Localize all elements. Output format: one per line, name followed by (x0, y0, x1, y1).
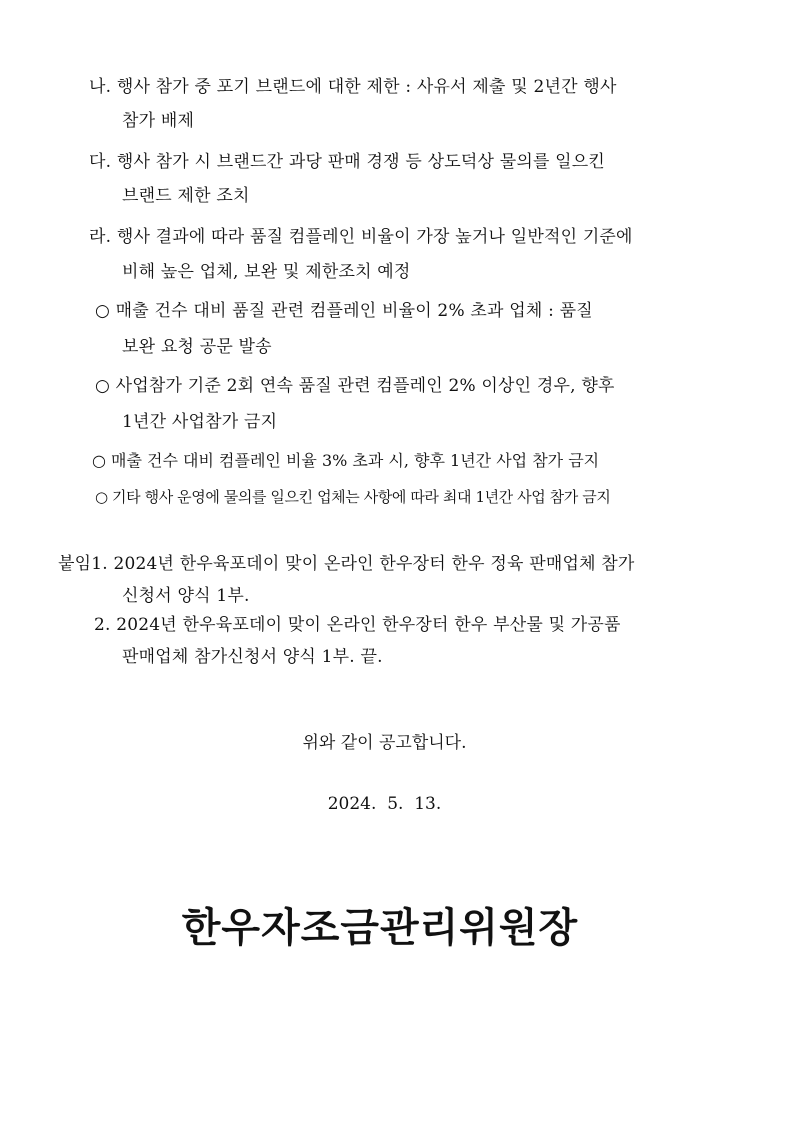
bullet-item-line1: ○ 매출 건수 대비 품질 관련 컴플레인 비율이 2% 초과 업체 : 품질 (95, 301, 593, 321)
bullet-item-line2: 1년간 사업참가 금지 (122, 412, 278, 432)
restriction-item-ra-line2: 비해 높은 업체, 보완 및 제한조치 예정 (122, 262, 411, 282)
announcement-text: 위와 같이 공고합니다. (302, 733, 467, 753)
bullet-item-line1: ○ 사업참가 기준 2회 연속 품질 관련 컴플레인 2% 이상인 경우, 향후 (95, 376, 615, 396)
restriction-item-da-line2: 브랜드 제한 조치 (122, 186, 250, 206)
attachment-item-1-line2: 신청서 양식 1부. (122, 586, 250, 606)
issuer-signature-title: 한우자조금관리위원장 (181, 905, 579, 951)
restriction-item-ra-line1: 라. 행사 결과에 따라 품질 컴플레인 비율이 가장 높거나 일반적인 기준에 (89, 227, 633, 247)
restriction-item-da-line1: 다. 행사 참가 시 브랜드간 과당 판매 경쟁 등 상도덕상 물의를 일으킨 (89, 152, 606, 172)
bullet-item: ○ 매출 건수 대비 컴플레인 비율 3% 초과 시, 향후 1년간 사업 참가 금지 (92, 451, 600, 470)
restriction-item-na-line1: 나. 행사 참가 중 포기 브랜드에 대한 제한 : 사유서 제출 및 2년간 행사 (89, 77, 617, 97)
attachment-item-1-line1: 붙임1. 2024년 한우육포데이 맞이 온라인 한우장터 한우 정육 판매업체 참가 (58, 554, 635, 574)
restriction-item-na-line2: 참가 배제 (122, 111, 195, 131)
bullet-item-line2: 보완 요청 공문 발송 (122, 337, 272, 357)
announcement-date: 2024. 5. 13. (327, 794, 442, 814)
attachment-item-2-line2: 판매업체 참가신청서 양식 1부. 끝. (122, 647, 383, 667)
bullet-item: ○ 기타 행사 운영에 물의를 일으킨 업체는 사항에 따라 최대 1년간 사업 참가 금지 (95, 488, 611, 506)
attachment-item-2-line1: 2. 2024년 한우육포데이 맞이 온라인 한우장터 한우 부산물 및 가공품 (94, 615, 621, 635)
